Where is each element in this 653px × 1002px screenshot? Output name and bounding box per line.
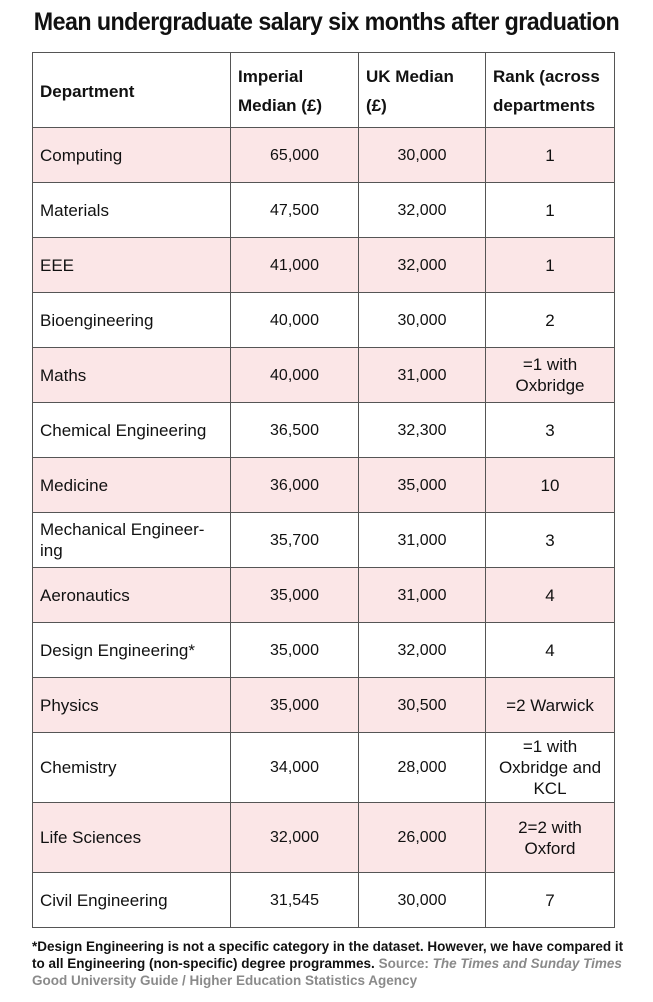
- uk-median-cell: 31,000: [359, 348, 486, 403]
- department-cell: Civil Engineering: [33, 873, 231, 928]
- rank-cell: =1 with Oxbridge and KCL: [486, 733, 615, 803]
- rank-cell: 1: [486, 128, 615, 183]
- footnote-note: *Design Engineering is not a specific category in the dataset. However, we have compared it to all Engineering (non-specific) degree programmes.: [32, 939, 624, 971]
- source-rest: Good University Guide / Higher Education Statistics Agency: [32, 973, 418, 988]
- department-cell: Computing: [33, 128, 231, 183]
- department-cell: Maths: [33, 348, 231, 403]
- uk-median-cell: 32,000: [359, 183, 486, 238]
- uk-median-cell: 30,000: [359, 873, 486, 928]
- department-cell: EEE: [33, 238, 231, 293]
- rank-cell: 10: [486, 458, 615, 513]
- table-row: [33, 623, 615, 678]
- imperial-median-cell: 36,000: [231, 458, 359, 513]
- imperial-median-cell: 40,000: [231, 348, 359, 403]
- uk-median-cell: 28,000: [359, 733, 486, 803]
- table-row: [33, 513, 615, 568]
- uk-median-cell: 31,000: [359, 513, 486, 568]
- rank-cell: 2: [486, 293, 615, 348]
- rank-cell: =2 Warwick: [486, 678, 615, 733]
- uk-median-cell: 26,000: [359, 803, 486, 873]
- department-cell: Aeronautics: [33, 568, 231, 623]
- rank-cell: 1: [486, 238, 615, 293]
- imperial-median-cell: 41,000: [231, 238, 359, 293]
- column-header: Imperial Median (£): [231, 53, 359, 128]
- imperial-median-cell: 34,000: [231, 733, 359, 803]
- uk-median-cell: 30,500: [359, 678, 486, 733]
- salary-table: [32, 52, 615, 928]
- department-cell: Design Engineering*: [33, 623, 231, 678]
- table-row: [33, 128, 615, 183]
- uk-median-cell: 31,000: [359, 568, 486, 623]
- column-header: Rank (across departments: [486, 53, 615, 128]
- table-row: [33, 348, 615, 403]
- table-row: [33, 733, 615, 803]
- column-header: UK Median (£): [359, 53, 486, 128]
- department-cell: Mechanical Engineer-ing: [33, 513, 231, 568]
- imperial-median-cell: 35,000: [231, 568, 359, 623]
- imperial-median-cell: 35,000: [231, 623, 359, 678]
- imperial-median-cell: 35,700: [231, 513, 359, 568]
- header-row: [33, 53, 615, 128]
- footnote: [32, 938, 628, 989]
- table-row: [33, 238, 615, 293]
- department-cell: Physics: [33, 678, 231, 733]
- table-row: [33, 568, 615, 623]
- chart-title: Mean undergraduate salary six months after graduation: [33, 8, 620, 36]
- rank-cell: =1 with Oxbridge: [486, 348, 615, 403]
- uk-median-cell: 30,000: [359, 128, 486, 183]
- department-cell: Bioengineering: [33, 293, 231, 348]
- source-label: Source:: [378, 956, 429, 971]
- uk-median-cell: 30,000: [359, 293, 486, 348]
- uk-median-cell: 32,000: [359, 623, 486, 678]
- table-row: [33, 678, 615, 733]
- uk-median-cell: 32,300: [359, 403, 486, 458]
- column-header: Department: [33, 53, 231, 128]
- imperial-median-cell: 31,545: [231, 873, 359, 928]
- uk-median-cell: 35,000: [359, 458, 486, 513]
- department-cell: Materials: [33, 183, 231, 238]
- uk-median-cell: 32,000: [359, 238, 486, 293]
- rank-cell: 4: [486, 623, 615, 678]
- table-body: [33, 128, 615, 928]
- rank-cell: 7: [486, 873, 615, 928]
- imperial-median-cell: 40,000: [231, 293, 359, 348]
- imperial-median-cell: 35,000: [231, 678, 359, 733]
- rank-cell: 4: [486, 568, 615, 623]
- rank-cell: 3: [486, 403, 615, 458]
- source-publication: The Times and Sunday Times: [432, 956, 622, 971]
- table-row: [33, 183, 615, 238]
- rank-cell: 2=2 with Oxford: [486, 803, 615, 873]
- table-row: [33, 458, 615, 513]
- table-row: [33, 293, 615, 348]
- rank-cell: 3: [486, 513, 615, 568]
- department-cell: Medicine: [33, 458, 231, 513]
- department-cell: Chemical Engineering: [33, 403, 231, 458]
- imperial-median-cell: 36,500: [231, 403, 359, 458]
- table-row: [33, 803, 615, 873]
- rank-cell: 1: [486, 183, 615, 238]
- imperial-median-cell: 65,000: [231, 128, 359, 183]
- department-cell: Chemistry: [33, 733, 231, 803]
- imperial-median-cell: 47,500: [231, 183, 359, 238]
- imperial-median-cell: 32,000: [231, 803, 359, 873]
- table-row: [33, 403, 615, 458]
- table-row: [33, 873, 615, 928]
- department-cell: Life Sciences: [33, 803, 231, 873]
